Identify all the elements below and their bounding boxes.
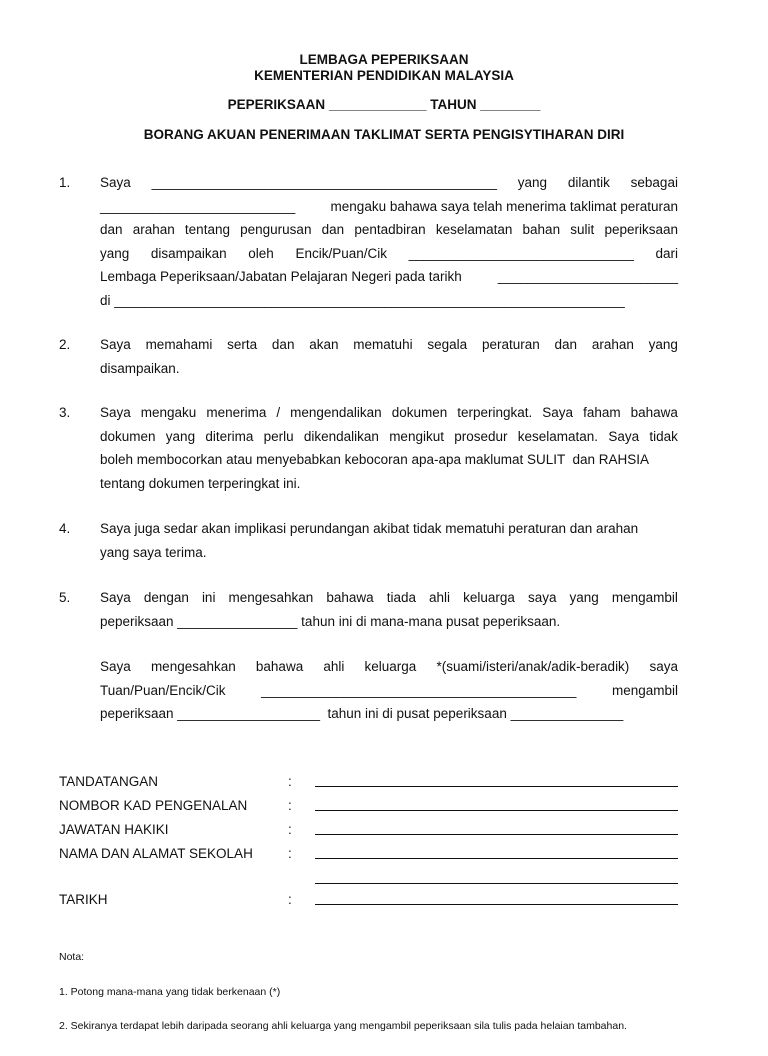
signature-colon: : bbox=[288, 798, 292, 813]
paragraph-line bbox=[100, 171, 678, 195]
line-word: dan bbox=[554, 337, 578, 352]
line-word: tentang dokumen terperingkat ini. bbox=[100, 475, 301, 491]
line-word: saya bbox=[649, 659, 678, 674]
paragraph-line bbox=[100, 702, 678, 726]
note-2: 2. Sekiranya terdapat lebih daripada seorang ahli keluarga yang mengambil peperiksaan sila tulis pada helaian tambahan. bbox=[59, 1020, 627, 1032]
signature-blank-line[interactable] bbox=[315, 904, 678, 905]
line-word: Encik/Puan/Cik bbox=[295, 245, 387, 261]
line-word: *(suami/isteri/anak/adik-beradik) bbox=[436, 659, 630, 674]
line-word: bahan bbox=[522, 222, 561, 237]
paragraph-line bbox=[100, 425, 678, 449]
line-word: arahan bbox=[591, 337, 634, 352]
line-word: yang bbox=[569, 590, 599, 605]
line-word: / bbox=[276, 405, 281, 420]
line-word: dan bbox=[100, 222, 123, 237]
line-word: keselamatan bbox=[435, 222, 513, 237]
line-word: dan bbox=[271, 337, 295, 352]
signature-label: NAMA DAN ALAMAT SEKOLAH bbox=[59, 846, 253, 861]
item-number: 2. bbox=[59, 337, 71, 352]
signature-row bbox=[59, 890, 679, 910]
line-word: segala bbox=[427, 337, 468, 352]
paragraph-line bbox=[100, 586, 678, 610]
line-word: bahawa bbox=[255, 659, 304, 674]
signature-colon: : bbox=[288, 774, 292, 789]
line-word: dikendalikan bbox=[303, 428, 379, 444]
line-word: ini bbox=[201, 590, 216, 605]
signature-blank-line[interactable] bbox=[315, 834, 678, 835]
form-title: BORANG AKUAN PENERIMAAN TAKLIMAT SERTA PENGISYTIHARAN DIRI bbox=[143, 127, 625, 142]
line-word: mematuhi bbox=[353, 337, 413, 352]
line-word: tidak bbox=[649, 428, 678, 444]
line-word: sebagai bbox=[630, 175, 678, 190]
line-word: boleh membocorkan atau menyebabkan kebocoran apa-apa maklumat SULIT dan RAHSIA bbox=[100, 452, 650, 467]
line-word: tiada bbox=[386, 590, 416, 605]
line-word: yang bbox=[165, 428, 196, 444]
line-word: pengurusan bbox=[240, 222, 312, 237]
item-number: 4. bbox=[59, 521, 71, 536]
line-word: dokumen bbox=[391, 405, 448, 420]
line-word: bahawa bbox=[326, 590, 374, 605]
line-word: disampaikan. bbox=[100, 360, 180, 376]
line-word: mengaku bahawa saya telah menerima taklimat peraturan bbox=[330, 198, 678, 214]
line-word: Saya juga sedar akan implikasi perundangan akibat tidak mematuhi peraturan dan arahan bbox=[100, 521, 639, 536]
paragraph-line bbox=[100, 195, 678, 219]
line-word: Saya bbox=[100, 337, 131, 352]
line-word: peraturan bbox=[481, 337, 540, 352]
signature-row bbox=[59, 844, 679, 864]
exam-year-line: PEPERIKSAAN _____________ TAHUN ________ bbox=[227, 97, 541, 112]
line-word: sulit bbox=[570, 222, 595, 237]
paragraph-line bbox=[100, 472, 678, 496]
paragraph-line bbox=[100, 357, 678, 381]
paragraph-line bbox=[100, 679, 678, 703]
line-word: perlu bbox=[263, 428, 294, 444]
item-paragraph bbox=[100, 655, 678, 726]
line-word: memahami bbox=[145, 337, 213, 352]
line-word: ______________________________________________ bbox=[151, 175, 497, 190]
line-word: peperiksaan bbox=[604, 222, 678, 237]
item-paragraph bbox=[100, 171, 678, 312]
line-word: Lembaga Peperiksaan/Jabatan Pelajaran Negeri pada tarikh bbox=[100, 269, 462, 284]
line-word: yang bbox=[100, 245, 130, 261]
line-word: di ____________________________________________________________________ bbox=[100, 292, 625, 308]
line-word: Tuan/Puan/Encik/Cik bbox=[100, 682, 226, 698]
signature-blank-line[interactable] bbox=[315, 786, 678, 787]
paragraph-line bbox=[100, 401, 678, 425]
signature-row bbox=[59, 796, 679, 816]
line-word: tentang bbox=[184, 222, 230, 237]
line-word: oleh bbox=[248, 245, 274, 261]
line-word: dokumen bbox=[100, 428, 156, 444]
paragraph-line bbox=[100, 610, 678, 634]
line-word: yang bbox=[648, 337, 678, 352]
paragraph-line bbox=[100, 242, 678, 266]
note-1: 1. Potong mana-mana yang tidak berkenaan (*) bbox=[59, 985, 281, 998]
line-word: ________________________ bbox=[497, 269, 678, 284]
line-word: saya bbox=[527, 590, 557, 605]
signature-colon: : bbox=[288, 846, 292, 861]
line-word: mengambil bbox=[611, 590, 678, 605]
line-word: __________________________ bbox=[100, 198, 296, 214]
paragraph-line bbox=[100, 265, 678, 289]
line-word: keluarga bbox=[463, 590, 515, 605]
line-word: akan bbox=[309, 337, 339, 352]
line-word: diterima bbox=[205, 428, 254, 444]
line-word: yang bbox=[517, 175, 548, 190]
line-word: Saya bbox=[542, 405, 574, 420]
line-word: Saya bbox=[100, 659, 131, 674]
line-word: keselamatan. bbox=[517, 428, 599, 444]
item-number: 1. bbox=[59, 175, 71, 190]
line-word: dengan bbox=[143, 590, 189, 605]
line-word: keluarga bbox=[364, 659, 417, 674]
signature-row bbox=[59, 820, 679, 840]
line-word: serta bbox=[227, 337, 258, 352]
line-word: mengikut bbox=[389, 428, 444, 444]
signature-colon: : bbox=[288, 892, 292, 907]
line-word: disampaikan bbox=[150, 245, 227, 261]
line-word: mengesahkan bbox=[150, 659, 236, 674]
line-word: Saya bbox=[100, 590, 131, 605]
header-board-name: LEMBAGA PEPERIKSAAN bbox=[299, 52, 469, 67]
item-paragraph bbox=[100, 401, 678, 495]
paragraph-line bbox=[100, 218, 678, 242]
notes-title: Nota: bbox=[59, 951, 85, 963]
line-word: yang saya terima. bbox=[100, 544, 207, 560]
paragraph-line bbox=[100, 333, 678, 357]
line-word: mengaku bbox=[140, 405, 197, 420]
line-word: ______________________________ bbox=[408, 245, 634, 261]
signature-label: NOMBOR KAD PENGENALAN bbox=[59, 798, 248, 813]
paragraph-line bbox=[100, 541, 678, 565]
line-word: peperiksaan ________________ tahun ini di mana-mana pusat peperiksaan. bbox=[100, 613, 561, 629]
line-word: __________________________________________ bbox=[261, 682, 577, 698]
line-word: Saya bbox=[100, 175, 131, 190]
line-word: Saya bbox=[100, 405, 131, 420]
line-word: dan bbox=[321, 222, 345, 237]
paragraph-line bbox=[100, 448, 678, 472]
line-word: peperiksaan ___________________ tahun ini di pusat peperiksaan _______________ bbox=[100, 706, 624, 721]
line-word: mengambil bbox=[611, 682, 678, 698]
line-word: faham bbox=[583, 405, 621, 420]
line-word: prosedur bbox=[454, 428, 508, 444]
signature-blank-line[interactable] bbox=[315, 810, 678, 811]
signature-blank-line[interactable] bbox=[315, 883, 678, 884]
line-word: terperingkat. bbox=[457, 405, 533, 420]
paragraph-line bbox=[100, 289, 678, 313]
paragraph-line bbox=[100, 655, 678, 679]
line-word: dilantik bbox=[567, 175, 610, 190]
line-word: menerima bbox=[206, 405, 267, 420]
line-word: mengesahkan bbox=[228, 590, 314, 605]
line-word: arahan bbox=[132, 222, 175, 237]
line-word: dari bbox=[655, 245, 678, 261]
item-paragraph bbox=[100, 586, 678, 633]
notes-section bbox=[59, 929, 627, 1056]
line-word: pentadbiran bbox=[354, 222, 426, 237]
item-number: 3. bbox=[59, 405, 71, 420]
item-paragraph bbox=[100, 517, 678, 564]
signature-blank-line[interactable] bbox=[315, 858, 678, 859]
signature-row bbox=[59, 869, 679, 889]
line-word: ahli bbox=[323, 659, 345, 674]
line-word: Saya bbox=[608, 428, 640, 444]
paragraph-line bbox=[100, 517, 678, 541]
signature-label: TANDATANGAN bbox=[59, 774, 159, 789]
item-number: 5. bbox=[59, 590, 71, 605]
line-word: bahawa bbox=[630, 405, 678, 420]
signature-label: TARIKH bbox=[59, 892, 108, 907]
header-ministry-name: KEMENTERIAN PENDIDIKAN MALAYSIA bbox=[254, 68, 514, 83]
signature-row bbox=[59, 772, 679, 792]
line-word: mengendalikan bbox=[290, 405, 382, 420]
line-word: ahli bbox=[429, 590, 451, 605]
signature-colon: : bbox=[288, 822, 292, 837]
signature-label: JAWATAN HAKIKI bbox=[59, 822, 169, 837]
item-paragraph bbox=[100, 333, 678, 380]
